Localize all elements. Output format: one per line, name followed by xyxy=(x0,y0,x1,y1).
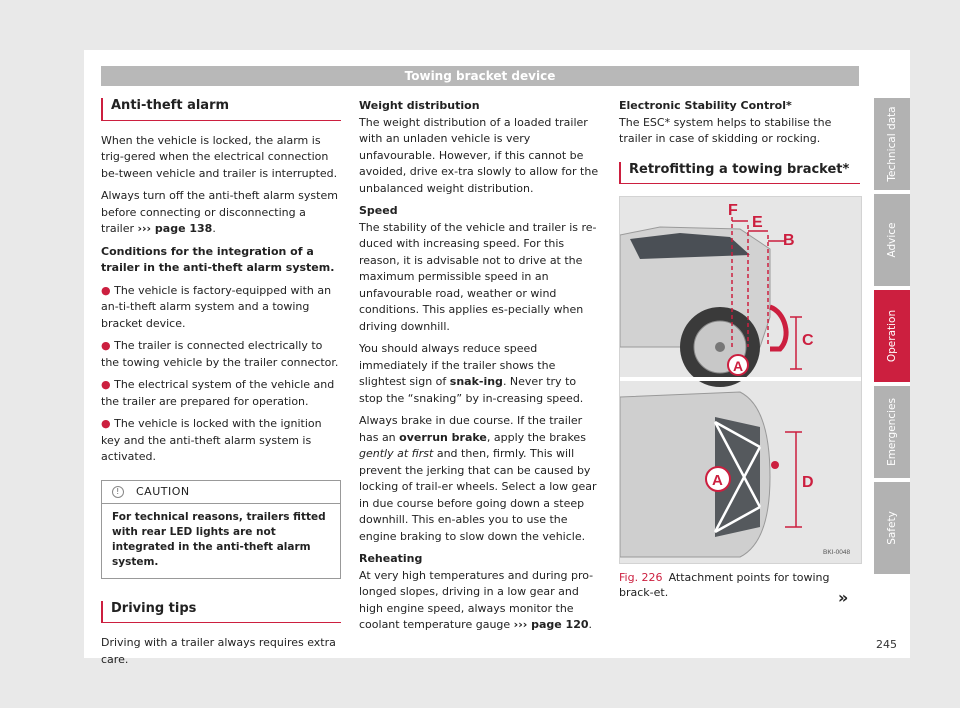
car-top-view xyxy=(620,392,779,557)
caution-label: CAUTION xyxy=(136,484,190,498)
paragraph: When the vehicle is locked, the alarm is trig-gered when the electrical connection be-tween vehicle and trailer is interrupted. xyxy=(101,133,338,180)
label-a-top: A xyxy=(712,472,723,489)
paragraph: Always turn off the anti-theft alarm system before connecting or disconnecting a trailer ››› page 138. xyxy=(101,189,338,235)
subheading-reheating: Reheating xyxy=(359,552,423,565)
paragraph: Driving with a trailer always requires extra care. xyxy=(101,636,336,666)
paragraph: You should always reduce speed immediately if the trailer shows the slightest sign of snak-ing. Never try to stop the “snaking” by in-creasing speed. xyxy=(359,342,584,405)
label-f: F xyxy=(728,202,738,219)
caution-icon: ! xyxy=(112,486,124,498)
section-title-anti-theft: Anti-theft alarm xyxy=(101,98,341,121)
figure-towing-bracket xyxy=(619,196,862,564)
column-2 xyxy=(359,98,601,640)
caution-text: For technical reasons, trailers fitted with rear LED lights are not integrated in the anti-theft alarm system. xyxy=(112,510,326,568)
section-title-retrofitting: Retrofitting a towing bracket* xyxy=(619,162,860,185)
label-a-side: A xyxy=(733,358,744,374)
bullet-icon: ● xyxy=(101,339,111,352)
section-title-driving-tips: Driving tips xyxy=(101,601,341,624)
paragraph: Always brake in due course. If the trailer has an overrun brake, apply the brakes gently at first and then, firmly. This will prevent the jerking that can be caused by locking of trail-er wheels. Select a low gear in due course before going down a steep downhill. This en-ables you to use the engine braking to slow down the vehicle. xyxy=(359,414,597,543)
tab-safety[interactable]: Safety xyxy=(874,482,910,574)
paragraph: The stability of the vehicle and trailer is re-duced with increasing speed. For this reason, it is advisable not to drive at the maximum permissible speed in an unfavourable road, weather or wind conditions. This applies es-pecially when driving downhill. xyxy=(359,220,597,333)
subheading-weight: Weight distribution xyxy=(359,99,480,112)
column-1 xyxy=(101,98,341,674)
figure-caption: Fig. 226 Attachment points for towing brack-et. xyxy=(619,571,830,599)
chapter-tabs xyxy=(874,98,910,578)
label-c: C xyxy=(802,332,814,349)
tab-advice[interactable]: Advice xyxy=(874,194,910,286)
towing-bracket-illustration xyxy=(620,197,861,563)
page-link[interactable]: ››› page 138 xyxy=(137,222,213,235)
figure-number: Fig. 226 xyxy=(619,571,663,584)
running-header: Towing bracket device xyxy=(101,66,859,86)
bullet-item: ● The vehicle is factory-equipped with an an-ti-theft alarm system and a towing bracket device. xyxy=(101,283,332,330)
page-number: 245 xyxy=(876,638,897,651)
paragraph: At very high temperatures and during pro-longed slopes, driving in a low gear and high engine speed, always monitor the coolant temperature gauge ››› page 120. xyxy=(359,568,594,631)
page-link[interactable]: ››› page 120 xyxy=(513,618,589,631)
label-e: E xyxy=(752,214,763,231)
bullet-icon: ● xyxy=(101,417,111,430)
tab-operation[interactable]: Operation xyxy=(874,290,910,382)
bullet-item: ● The trailer is connected electrically to the towing vehicle by the trailer connector. xyxy=(101,339,339,369)
bullet-icon: ● xyxy=(101,378,111,391)
label-b: B xyxy=(783,232,795,249)
subheading-speed: Speed xyxy=(359,204,398,217)
continue-arrow-icon: » xyxy=(838,588,849,607)
figure-code: BKI-0048 xyxy=(823,549,851,556)
subheading-esc: Electronic Stability Control* xyxy=(619,99,792,112)
label-d: D xyxy=(802,474,814,491)
tab-technical-data[interactable]: Technical data xyxy=(874,98,910,190)
column-3 xyxy=(619,98,860,600)
paragraph: The weight distribution of a loaded trailer with an unladen vehicle is very unfavourable. However, if this cannot be avoided, drive ex-tra slowly to allow for the unbalanced weight distribution. xyxy=(359,115,599,195)
conditions-heading: Conditions for the integration of a trailer in the anti-theft alarm system. xyxy=(101,244,335,274)
tab-emergencies[interactable]: Emergencies xyxy=(874,386,910,478)
bullet-icon: ● xyxy=(101,283,111,297)
caution-box xyxy=(101,480,341,579)
paragraph: The ESC* system helps to stabilise the trailer in case of skidding or rocking. xyxy=(619,115,832,145)
bullet-item: ● The vehicle is locked with the ignition key and the anti-theft alarm system is activated. xyxy=(101,417,322,463)
bullet-item: ● The electrical system of the vehicle and the trailer are prepared for operation. xyxy=(101,378,335,408)
